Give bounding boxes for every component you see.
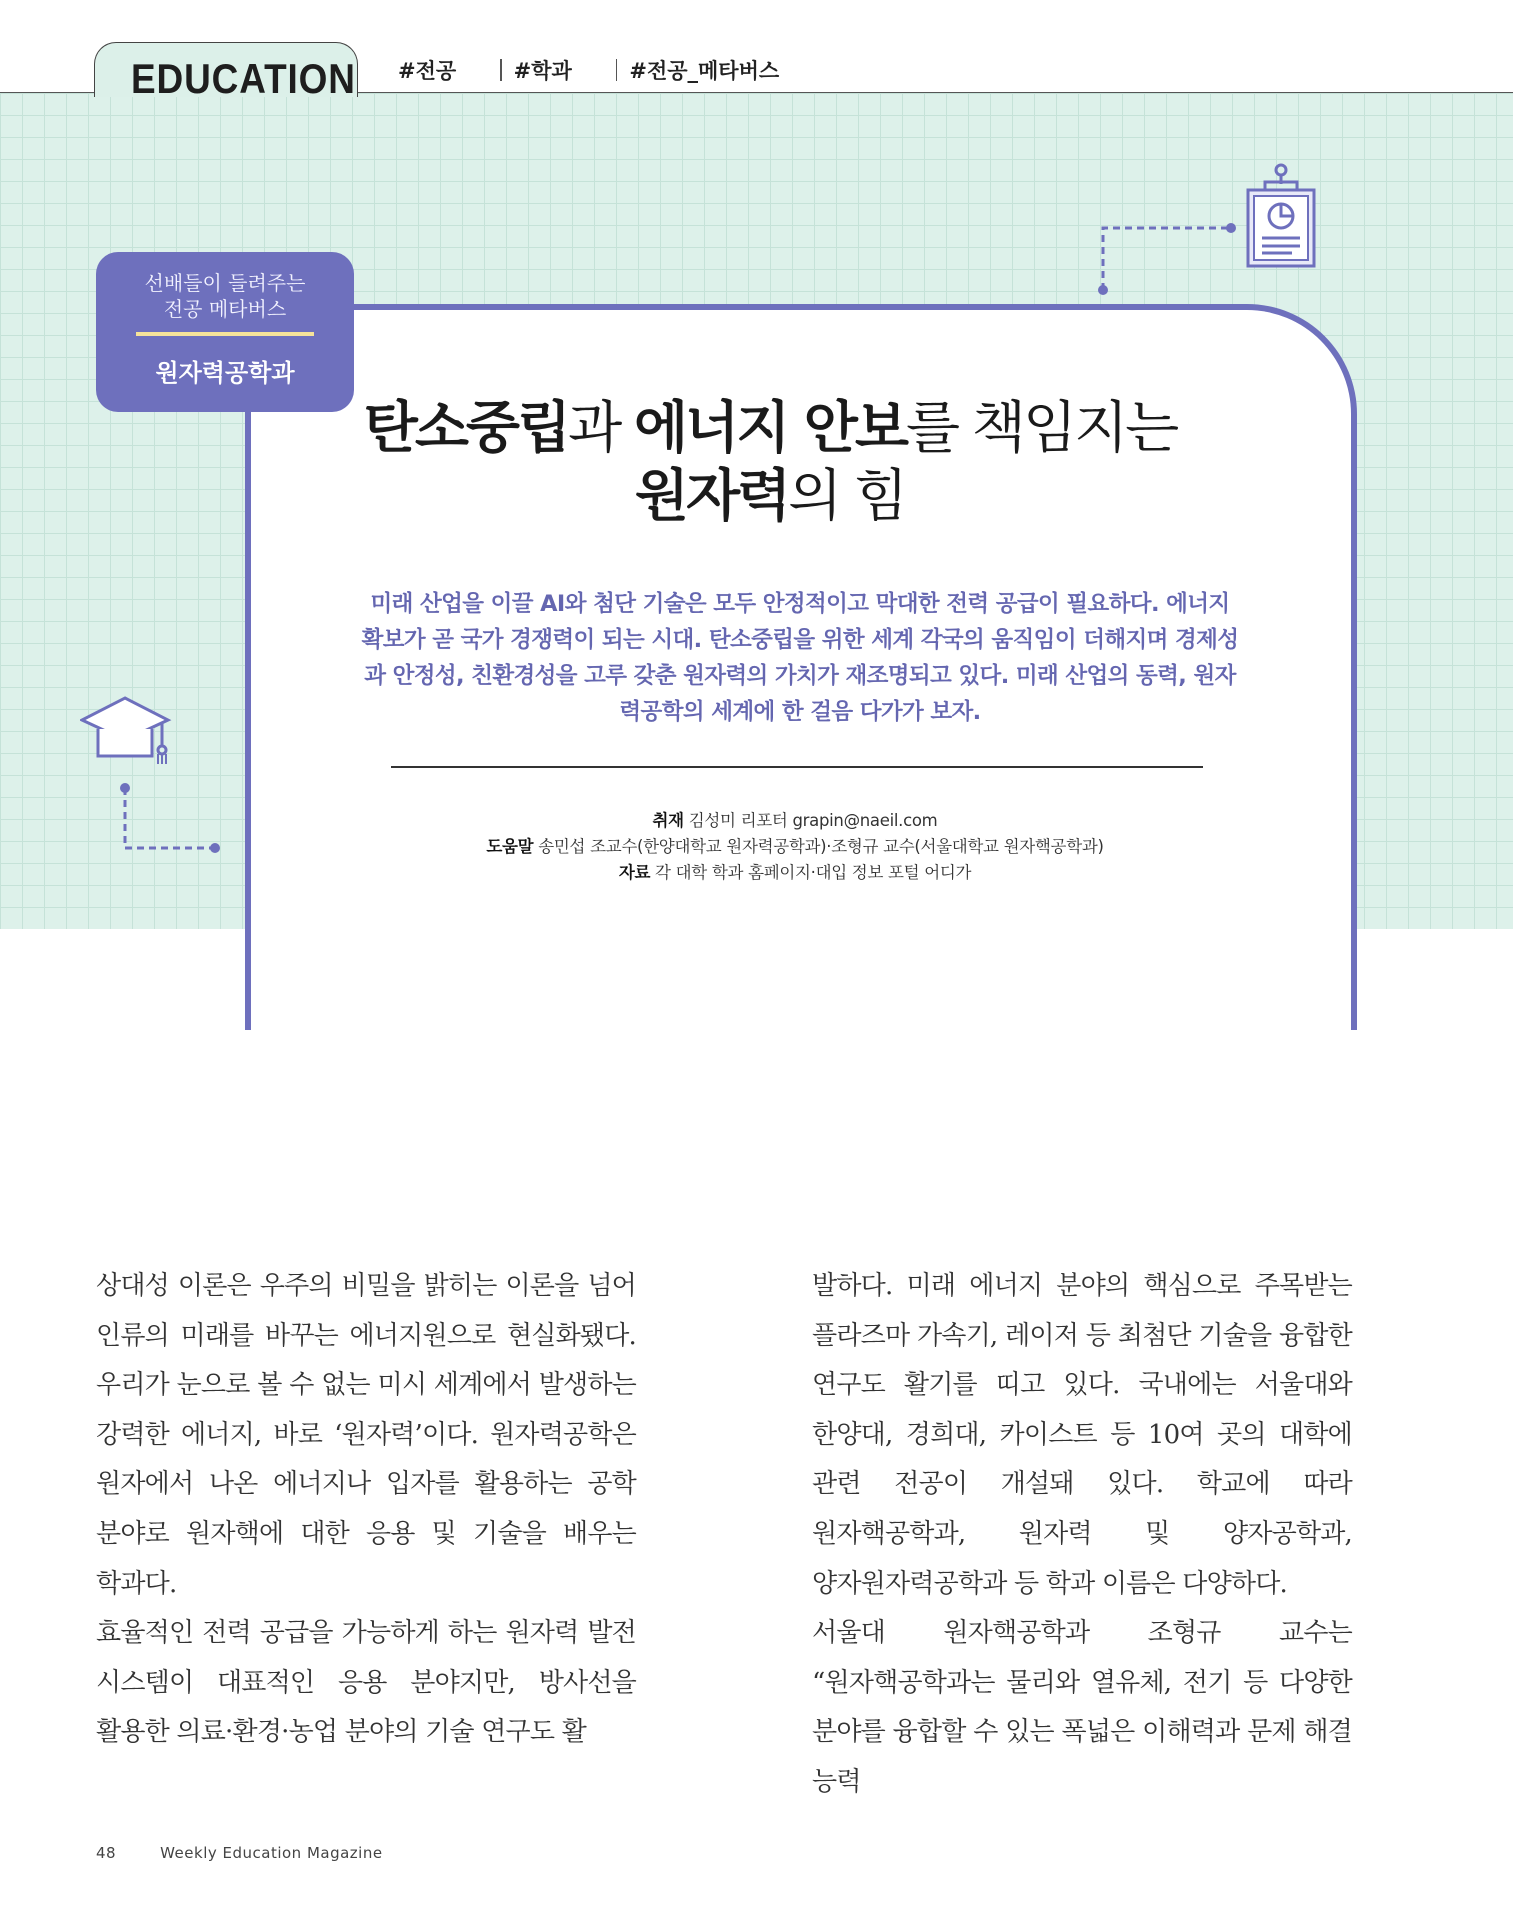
body-column-left <box>96 1262 636 1758</box>
headline-emph: 원자력 <box>634 464 789 529</box>
badge-divider <box>136 332 314 336</box>
credit-label: 취재 <box>652 811 684 830</box>
series-subtitle <box>96 270 354 322</box>
headline <box>330 395 1210 531</box>
credit-label: 자료 <box>618 863 651 882</box>
body-column-right <box>812 1262 1352 1808</box>
connector-left <box>115 780 227 862</box>
section-title: EDUCATION <box>131 55 356 102</box>
tag-label: #학과 <box>513 59 572 83</box>
series-subtitle-line2: 전공 메타버스 <box>163 297 287 321</box>
headline-line2 <box>330 463 1210 531</box>
page-number: 48 <box>96 1844 117 1862</box>
tag-divider <box>616 59 618 81</box>
credit-value: 송민섭 조교수(한양대학교 원자력공학과)·조형규 교수(서울대학교 원자핵공학과) <box>538 837 1104 856</box>
headline-text: 과 <box>568 396 635 461</box>
tag-item[interactable] <box>398 55 456 85</box>
credit-value: 각 대학 학과 홈페이지·대입 정보 포털 어디가 <box>655 863 972 882</box>
credit-reporter <box>390 808 1200 834</box>
headline-text: 를 책임지는 <box>906 396 1177 461</box>
major-name: 원자력공학과 <box>155 359 295 387</box>
graduation-cap-icon <box>80 696 180 768</box>
headline-emph: 에너지 안보 <box>634 396 906 461</box>
magazine-name: Weekly Education Magazine <box>160 1844 383 1862</box>
tag-label: #전공_메타버스 <box>629 59 780 83</box>
tag-label: #전공 <box>398 59 457 83</box>
section-tab <box>94 42 358 102</box>
tag-item[interactable] <box>456 55 572 85</box>
tag-item[interactable] <box>572 55 779 85</box>
page-footer <box>96 1844 383 1862</box>
headline-line1 <box>330 395 1210 463</box>
series-subtitle-line1: 선배들이 들려주는 <box>144 271 306 295</box>
body-paragraph: 상대성 이론은 우주의 비밀을 밝히는 이론을 넘어 인류의 미래를 바꾸는 에너지원으로 현실화됐다. 우리가 눈으로 볼 수 없는 미시 세계에서 발생하는 강력한 에너지, 바로 ‘원자력’이다. 원자력공학은 원자에서 나온 에너지나 입자를 활용하는 공학 분야로 원자핵에 대한 응용 및 기술을 배우는 학과다. <box>96 1271 636 1599</box>
body-paragraph: 발하다. 미래 에너지 분야의 핵심으로 주목받는 플라즈마 가속기, 레이저 등 최첨단 기술을 융합한 연구도 활기를 띠고 있다. 국내에는 서울대와 한양대, 경희대, 카이스트 등 10여 곳의 대학에 관련 전공이 개설돼 있다. 학교에 따라 원자핵공학과, 원자력 및 양자공학과, 양자원자력공학과 등 학과 이름은 다양하다. <box>812 1271 1352 1599</box>
clipboard-chart-icon <box>1244 160 1318 270</box>
credit-source <box>390 860 1200 886</box>
body-paragraph: 효율적인 전력 공급을 가능하게 하는 원자력 발전 시스템이 대표적인 응용 분야지만, 방사선을 활용한 의료·환경·농업 분야의 기술 연구도 활 <box>96 1618 636 1748</box>
body-paragraph: 서울대 원자핵공학과 조형규 교수는 “원자핵공학과는 물리와 열유체, 전기 등 다양한 분야를 융합할 수 있는 폭넓은 이해력과 문제 해결 능력 <box>812 1618 1352 1797</box>
credit-label: 도움말 <box>486 837 534 856</box>
credits <box>390 808 1200 886</box>
credit-help <box>390 834 1200 860</box>
tag-list <box>398 55 779 85</box>
lead-paragraph: 미래 산업을 이끌 AI와 첨단 기술은 모두 안정적이고 막대한 전력 공급이 필요하다. 에너지 확보가 곧 국가 경쟁력이 되는 시대. 탄소중립을 위한 세계 각국의 움직임이 더해지며 경제성과 안정성, 친환경성을 고루 갖춘 원자력의 가치가 재조명되고 있다. 미래 산업의 동력, 원자력공학의 세계에 한 걸음 다가가 보자. <box>361 591 1239 725</box>
series-badge <box>96 252 354 412</box>
divider-rule <box>391 766 1203 768</box>
headline-emph: 탄소중립 <box>363 396 569 461</box>
connector-top-right <box>1095 218 1245 298</box>
credit-value: 김성미 리포터 grapin@naeil.com <box>688 811 938 830</box>
headline-text: 의 힘 <box>788 464 906 529</box>
tag-divider <box>500 59 502 81</box>
